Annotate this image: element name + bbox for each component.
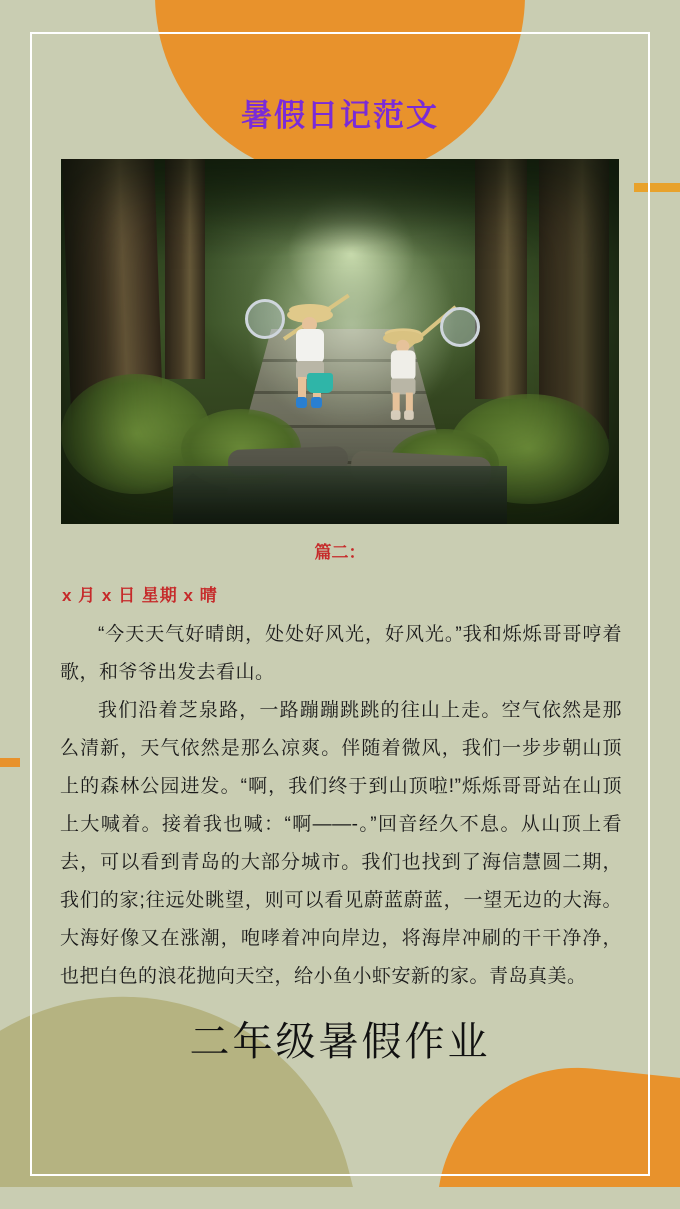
section-label: 篇二：	[314, 543, 366, 562]
tree-trunk	[475, 159, 527, 399]
diary-date-line: x 月 x 日 星期 x 晴	[62, 586, 218, 605]
tree-trunk	[165, 159, 205, 379]
document-card	[30, 32, 650, 1176]
paragraph: “今天天气好晴朗，处处好风光，好风光。”我和烁烁哥哥哼着歌，和爷爷出发去看山。	[60, 624, 622, 683]
page-title: 暑假日记范文	[241, 98, 439, 133]
article-photo	[61, 159, 619, 524]
bucket	[307, 373, 333, 393]
article-body	[60, 616, 622, 996]
bottom-strip	[0, 1187, 680, 1209]
footer-title: 二年级暑假作业	[189, 1020, 491, 1064]
stream	[173, 466, 508, 524]
left-accent-bar	[0, 758, 20, 767]
forest-scene	[61, 159, 619, 524]
paragraph: 我们沿着芝泉路，一路蹦蹦跳跳的往山上走。空气依然是那么清新，天气依然是那么凉爽。伴随着微风，我们一步步朝山顶上的森林公园进发。“啊，我们终于到山顶啦!”烁烁哥哥站在山顶上大喊着。接着我也喊：“啊——-。”回音经久不息。从山顶上看去，可以看到青岛的大部分城市。我们也找到了海信慧圆二期，我们的家;往远处眺望，则可以看见蔚蓝蔚蓝，一望无边的大海。大海好像又在涨潮，咆哮着冲向岸边，将海岸冲刷的干干净净，也把白色的浪花抛向天空，给小鱼小虾安新的家。青岛真美。	[60, 700, 622, 987]
